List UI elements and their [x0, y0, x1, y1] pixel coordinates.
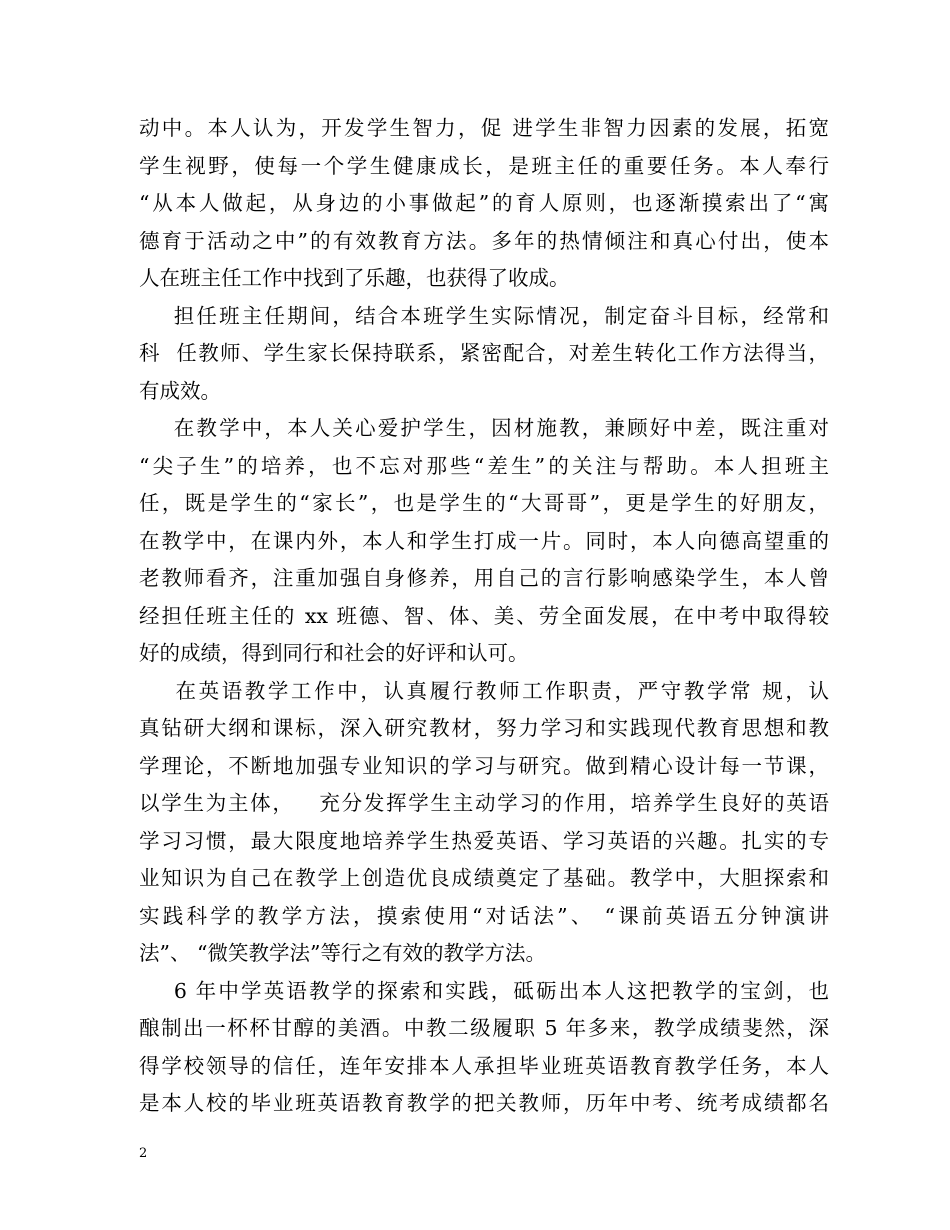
text-line: “尖子生”的培养，也不忘对那些“差生”的关注与帮助。本人担班主 [139, 453, 829, 478]
text-line: “从本人做起，从身边的小事做起”的育人原则，也逐渐摸索出了“寓 [139, 191, 829, 215]
page-number: 2 [139, 1146, 148, 1161]
text-line: 得学校领导的信任，连年安排本人承担毕业班英语教育教学任务，本人 [139, 1053, 829, 1078]
text-line: 学习习惯，最大限度地培养学生热爱英语、学习英语的兴趣。扎实的专 [139, 828, 829, 853]
text-line: 法”、 “微笑教学法”等行之有效的教学方法。 [139, 941, 546, 965]
body-text [139, 110, 829, 1123]
text-line: 老教师看齐，注重加强自身修养，用自己的言行影响感染学生，本人曾 [139, 566, 829, 590]
text-line: 学生视野，使每一个学生健康成长，是班主任的重要任务。本人奉行 [139, 153, 829, 178]
text-line: 任，既是学生的“家长”，也是学生的“大哥哥”，更是学生的好朋友， [139, 491, 829, 515]
text-line: 经担任班主任的 xx 班德、智、体、美、劳全面发展，在中考中取得较 [139, 603, 829, 628]
text-line: 好的成绩，得到同行和社会的好评和认可。 [139, 641, 529, 665]
text-line: 在教学中，在课内外，本人和学生打成一片。同时，本人向德高望重的 [139, 528, 829, 553]
text-line: 科 任教师、学生家长保持联系，紧密配合，对差生转化工作方法得当， [139, 341, 829, 365]
text-line: 6 年中学英语教学的探索和实践，砥砺出本人这把教学的宝剑，也 [139, 978, 829, 1003]
text-line: 酿制出一杯杯甘醇的美酒。中教二级履职 5 年多来，教学成绩斐然，深 [139, 1016, 829, 1040]
text-line: 人在班主任工作中找到了乐趣，也获得了收成。 [139, 266, 570, 290]
text-line: 在英语教学工作中，认真履行教师工作职责，严守教学常 规，认 [139, 678, 829, 703]
text-line: 德育于活动之中”的有效教育方法。多年的热情倾注和真心付出，使本 [139, 228, 829, 253]
text-line: 有成效。 [139, 378, 221, 403]
text-line: 担任班主任期间，结合本班学生实际情况，制定奋斗目标，经常和 [139, 303, 829, 328]
text-line: 在教学中，本人关心爱护学生，因材施教，兼顾好中差，既注重对 [139, 416, 829, 440]
text-line: 是本人校的毕业班英语教育教学的把关教师，历年中考、统考成绩都名 [139, 1091, 829, 1115]
text-line: 实践科学的教学方法，摸索使用“对话法”、 “课前英语五分钟演讲 [139, 903, 829, 928]
text-line: 动中。本人认为，开发学生智力，促 进学生非智力因素的发展，拓宽 [139, 116, 829, 140]
text-line: 以学生为主体， 充分发挥学生主动学习的作用，培养学生良好的英语 [139, 791, 829, 815]
text-line: 学理论，不断地加强专业知识的学习与研究。做到精心设计每一节课， [139, 753, 829, 778]
text-line: 真钻研大纲和课标，深入研究教材，努力学习和实践现代教育思想和教 [139, 716, 829, 740]
text-line: 业知识为自己在教学上创造优良成绩奠定了基础。教学中，大胆探索和 [139, 866, 829, 890]
